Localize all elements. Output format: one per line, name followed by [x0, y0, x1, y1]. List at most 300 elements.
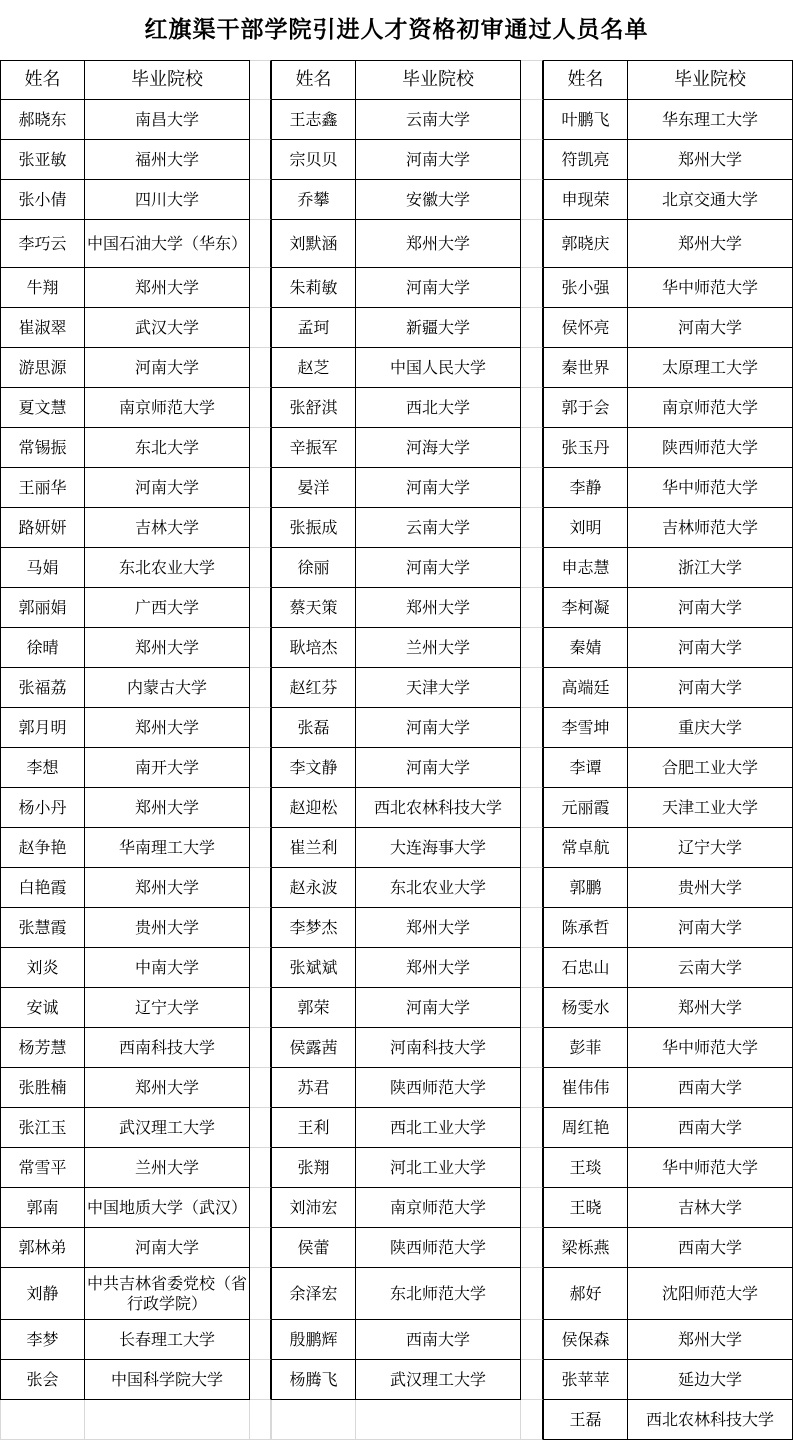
- graduate-school: 内蒙古大学: [85, 668, 250, 708]
- gap-cell: [521, 668, 543, 708]
- person-name: 杨芳慧: [0, 1028, 85, 1068]
- person-name: 常锡振: [0, 428, 85, 468]
- graduate-school: 河南大学: [628, 668, 793, 708]
- gap-cell: [250, 140, 271, 180]
- graduate-school: 中国科学院大学: [85, 1360, 250, 1400]
- empty-cell: [356, 1400, 521, 1440]
- header-name: 姓名: [543, 60, 628, 100]
- gap-cell: [521, 348, 543, 388]
- graduate-school: 武汉理工大学: [85, 1108, 250, 1148]
- person-name: 张胜楠: [0, 1068, 85, 1108]
- gap-cell: [250, 1108, 271, 1148]
- table-row: [0, 868, 793, 908]
- graduate-school: 河南大学: [356, 140, 521, 180]
- gap-cell: [521, 1268, 543, 1320]
- gap-cell: [250, 1188, 271, 1228]
- table-row: [0, 468, 793, 508]
- person-name: 游思源: [0, 348, 85, 388]
- person-name: 郭晓庆: [543, 220, 628, 268]
- gap-cell: [250, 1360, 271, 1400]
- person-name: 梁栎燕: [543, 1228, 628, 1268]
- person-name: 张小倩: [0, 180, 85, 220]
- person-name: 殷鹏辉: [271, 1320, 356, 1360]
- graduate-school: 兰州大学: [356, 628, 521, 668]
- graduate-school: 东北师范大学: [356, 1268, 521, 1320]
- graduate-school: 兰州大学: [85, 1148, 250, 1188]
- graduate-school: 中南大学: [85, 948, 250, 988]
- person-name: 李柯凝: [543, 588, 628, 628]
- table-row: [0, 748, 793, 788]
- gap-cell: [521, 508, 543, 548]
- graduate-school: 天津工业大学: [628, 788, 793, 828]
- graduate-school: 华东理工大学: [628, 100, 793, 140]
- table-row: [0, 1148, 793, 1188]
- table-row: [0, 100, 793, 140]
- graduate-school: 郑州大学: [356, 948, 521, 988]
- person-name: 张福荔: [0, 668, 85, 708]
- person-name: 余泽宏: [271, 1268, 356, 1320]
- graduate-school: 云南大学: [628, 948, 793, 988]
- table-row: [0, 388, 793, 428]
- person-name: 赵芝: [271, 348, 356, 388]
- graduate-school: 长春理工大学: [85, 1320, 250, 1360]
- gap-cell: [250, 268, 271, 308]
- table-row: [0, 220, 793, 268]
- gap-cell: [250, 748, 271, 788]
- person-name: 张翔: [271, 1148, 356, 1188]
- person-name: 夏文慧: [0, 388, 85, 428]
- graduate-school: 武汉理工大学: [356, 1360, 521, 1400]
- person-name: 张亚敏: [0, 140, 85, 180]
- person-name: 侯露茜: [271, 1028, 356, 1068]
- person-name: 赵永波: [271, 868, 356, 908]
- person-name: 侯怀亮: [543, 308, 628, 348]
- graduate-school: 河南大学: [356, 268, 521, 308]
- person-name: 晏洋: [271, 468, 356, 508]
- gap-cell: [521, 1400, 543, 1440]
- person-name: 李静: [543, 468, 628, 508]
- gap-cell: [521, 1320, 543, 1360]
- gap-cell: [250, 1148, 271, 1188]
- table-row: [0, 908, 793, 948]
- person-name: 秦婧: [543, 628, 628, 668]
- person-name: 侯蕾: [271, 1228, 356, 1268]
- gap-cell: [250, 100, 271, 140]
- gap-cell: [250, 828, 271, 868]
- person-name: 侯保森: [543, 1320, 628, 1360]
- graduate-school: 安徽大学: [356, 180, 521, 220]
- person-name: 乔攀: [271, 180, 356, 220]
- person-name: 陈承哲: [543, 908, 628, 948]
- graduate-school: 四川大学: [85, 180, 250, 220]
- table-row: [0, 308, 793, 348]
- table-row: [0, 588, 793, 628]
- gap-cell: [250, 1268, 271, 1320]
- table-row: [0, 508, 793, 548]
- person-name: 李梦杰: [271, 908, 356, 948]
- gap-cell: [250, 788, 271, 828]
- graduate-school: 合肥工业大学: [628, 748, 793, 788]
- gap-cell: [521, 388, 543, 428]
- person-name: 王利: [271, 1108, 356, 1148]
- person-name: 崔淑翠: [0, 308, 85, 348]
- gap-cell: [521, 1068, 543, 1108]
- gap-cell: [521, 1148, 543, 1188]
- graduate-school: 福州大学: [85, 140, 250, 180]
- table-row: [0, 668, 793, 708]
- gap-cell: [521, 140, 543, 180]
- table-row: [0, 1068, 793, 1108]
- graduate-school: 陕西师范大学: [356, 1068, 521, 1108]
- person-name: 元丽霞: [543, 788, 628, 828]
- person-name: 张斌斌: [271, 948, 356, 988]
- table-row: [0, 788, 793, 828]
- person-name: 赵迎松: [271, 788, 356, 828]
- person-name: 符凯亮: [543, 140, 628, 180]
- gap-cell: [250, 468, 271, 508]
- graduate-school: 郑州大学: [85, 788, 250, 828]
- person-name: 刘默涵: [271, 220, 356, 268]
- person-name: 张江玉: [0, 1108, 85, 1148]
- graduate-school: 南京师范大学: [85, 388, 250, 428]
- person-name: 郭荣: [271, 988, 356, 1028]
- graduate-school: 河南大学: [356, 748, 521, 788]
- table-row: [0, 828, 793, 868]
- graduate-school: 南开大学: [85, 748, 250, 788]
- gap-cell: [521, 308, 543, 348]
- graduate-school: 西北农林科技大学: [628, 1400, 793, 1440]
- person-name: 朱莉敏: [271, 268, 356, 308]
- graduate-school: 南昌大学: [85, 100, 250, 140]
- person-name: 牛翔: [0, 268, 85, 308]
- graduate-school: 天津大学: [356, 668, 521, 708]
- gap-cell: [250, 1068, 271, 1108]
- person-name: 宗贝贝: [271, 140, 356, 180]
- gap-cell: [250, 588, 271, 628]
- table-row: [0, 1188, 793, 1228]
- person-name: 辛振军: [271, 428, 356, 468]
- gap-cell: [250, 988, 271, 1028]
- graduate-school: 河海大学: [356, 428, 521, 468]
- header-school: 毕业院校: [85, 60, 250, 100]
- table-row: [0, 628, 793, 668]
- person-name: 张磊: [271, 708, 356, 748]
- gap-cell: [521, 220, 543, 268]
- person-name: 常卓航: [543, 828, 628, 868]
- person-name: 赵争艳: [0, 828, 85, 868]
- graduate-school: 郑州大学: [628, 988, 793, 1028]
- table-row: [0, 428, 793, 468]
- graduate-school: 西北工业大学: [356, 1108, 521, 1148]
- graduate-school: 河南大学: [356, 468, 521, 508]
- gap-cell: [250, 220, 271, 268]
- gap-cell: [521, 1188, 543, 1228]
- graduate-school: 中共吉林省委党校（省行政学院）: [85, 1268, 250, 1320]
- gap-cell: [521, 748, 543, 788]
- gap-cell: [250, 1400, 271, 1440]
- person-name: 秦世界: [543, 348, 628, 388]
- gap-cell: [250, 388, 271, 428]
- person-name: 申现荣: [543, 180, 628, 220]
- graduate-school: 太原理工大学: [628, 348, 793, 388]
- graduate-school: 郑州大学: [85, 868, 250, 908]
- graduate-school: 西南大学: [628, 1068, 793, 1108]
- table-row: [0, 548, 793, 588]
- gap-cell: [521, 268, 543, 308]
- graduate-school: 贵州大学: [628, 868, 793, 908]
- person-name: 李文静: [271, 748, 356, 788]
- gap-cell: [250, 60, 271, 100]
- graduate-school: 河南大学: [85, 348, 250, 388]
- gap-cell: [521, 828, 543, 868]
- gap-cell: [250, 708, 271, 748]
- table-row: [0, 1400, 793, 1440]
- table-row: [0, 348, 793, 388]
- graduate-school: 河南大学: [628, 908, 793, 948]
- graduate-school: 云南大学: [356, 508, 521, 548]
- graduate-school: 华中师范大学: [628, 468, 793, 508]
- person-name: 郭于会: [543, 388, 628, 428]
- graduate-school: 西南大学: [356, 1320, 521, 1360]
- gap-cell: [521, 788, 543, 828]
- graduate-school: 辽宁大学: [85, 988, 250, 1028]
- empty-cell: [85, 1400, 250, 1440]
- gap-cell: [521, 868, 543, 908]
- person-name: 王晓: [543, 1188, 628, 1228]
- graduate-school: 吉林师范大学: [628, 508, 793, 548]
- graduate-school: 西南科技大学: [85, 1028, 250, 1068]
- gap-cell: [521, 468, 543, 508]
- graduate-school: 华南理工大学: [85, 828, 250, 868]
- person-name: 张慧霞: [0, 908, 85, 948]
- graduate-school: 浙江大学: [628, 548, 793, 588]
- person-name: 申志慧: [543, 548, 628, 588]
- graduate-school: 中国石油大学（华东）: [85, 220, 250, 268]
- header-school: 毕业院校: [356, 60, 521, 100]
- graduate-school: 郑州大学: [628, 220, 793, 268]
- graduate-school: 郑州大学: [85, 268, 250, 308]
- table-row: [0, 1320, 793, 1360]
- graduate-school: 郑州大学: [85, 1068, 250, 1108]
- gap-cell: [521, 428, 543, 468]
- person-name: 郝好: [543, 1268, 628, 1320]
- person-name: 徐晴: [0, 628, 85, 668]
- table-row: [0, 1228, 793, 1268]
- person-name: 蔡天策: [271, 588, 356, 628]
- person-name: 张振成: [271, 508, 356, 548]
- gap-cell: [521, 908, 543, 948]
- person-name: 彭菲: [543, 1028, 628, 1068]
- table-row: [0, 708, 793, 748]
- person-name: 赵红芬: [271, 668, 356, 708]
- gap-cell: [250, 628, 271, 668]
- header-name: 姓名: [271, 60, 356, 100]
- page-title: 红旗渠干部学院引进人才资格初审通过人员名单: [144, 17, 649, 43]
- gap-cell: [250, 868, 271, 908]
- graduate-school: 延边大学: [628, 1360, 793, 1400]
- graduate-school: 东北农业大学: [356, 868, 521, 908]
- graduate-school: 郑州大学: [356, 908, 521, 948]
- person-name: 刘静: [0, 1268, 85, 1320]
- gap-cell: [521, 1360, 543, 1400]
- person-name: 王志鑫: [271, 100, 356, 140]
- person-name: 刘明: [543, 508, 628, 548]
- gap-cell: [250, 348, 271, 388]
- person-name: 张小强: [543, 268, 628, 308]
- person-name: 刘炎: [0, 948, 85, 988]
- graduate-school: 辽宁大学: [628, 828, 793, 868]
- gap-cell: [250, 1228, 271, 1268]
- person-name: 王丽华: [0, 468, 85, 508]
- person-name: 崔兰利: [271, 828, 356, 868]
- gap-cell: [250, 548, 271, 588]
- gap-cell: [250, 908, 271, 948]
- graduate-school: 南京师范大学: [356, 1188, 521, 1228]
- gap-cell: [250, 428, 271, 468]
- graduate-school: 西南大学: [628, 1108, 793, 1148]
- gap-cell: [250, 308, 271, 348]
- graduate-school: 郑州大学: [628, 140, 793, 180]
- graduate-school: 中国人民大学: [356, 348, 521, 388]
- gap-cell: [521, 60, 543, 100]
- graduate-school: 河南科技大学: [356, 1028, 521, 1068]
- person-name: 周红艳: [543, 1108, 628, 1148]
- table-row: [0, 1028, 793, 1068]
- gap-cell: [521, 1028, 543, 1068]
- gap-cell: [521, 1228, 543, 1268]
- person-name: 李想: [0, 748, 85, 788]
- table-row: [0, 988, 793, 1028]
- person-name: 张舒淇: [271, 388, 356, 428]
- person-name: 马娟: [0, 548, 85, 588]
- header-name: 姓名: [0, 60, 85, 100]
- gap-cell: [250, 1028, 271, 1068]
- graduate-school: 河南大学: [85, 1228, 250, 1268]
- graduate-school: 河南大学: [356, 708, 521, 748]
- person-name: 徐丽: [271, 548, 356, 588]
- graduate-school: 大连海事大学: [356, 828, 521, 868]
- person-name: 张苹苹: [543, 1360, 628, 1400]
- table-row: [0, 180, 793, 220]
- graduate-school: 西南大学: [628, 1228, 793, 1268]
- gap-cell: [250, 180, 271, 220]
- graduate-school: 郑州大学: [628, 1320, 793, 1360]
- person-name: 王磊: [543, 1400, 628, 1440]
- graduate-school: 河北工业大学: [356, 1148, 521, 1188]
- graduate-school: 郑州大学: [85, 708, 250, 748]
- graduate-school: 陕西师范大学: [356, 1228, 521, 1268]
- table-row: [0, 140, 793, 180]
- table-row: [0, 948, 793, 988]
- graduate-school: 东北农业大学: [85, 548, 250, 588]
- graduate-school: 华中师范大学: [628, 1148, 793, 1188]
- graduate-school: 华中师范大学: [628, 1028, 793, 1068]
- person-name: 张会: [0, 1360, 85, 1400]
- person-name: 苏君: [271, 1068, 356, 1108]
- table-row: [0, 1268, 793, 1320]
- empty-cell: [0, 1400, 85, 1440]
- graduate-school: 华中师范大学: [628, 268, 793, 308]
- header-row: [0, 60, 793, 100]
- graduate-school: 广西大学: [85, 588, 250, 628]
- person-name: 刘沛宏: [271, 1188, 356, 1228]
- gap-cell: [250, 948, 271, 988]
- person-name: 孟珂: [271, 308, 356, 348]
- person-name: 郭南: [0, 1188, 85, 1228]
- gap-cell: [250, 668, 271, 708]
- graduate-school: 河南大学: [628, 628, 793, 668]
- person-name: 安诚: [0, 988, 85, 1028]
- person-name: 白艳霞: [0, 868, 85, 908]
- gap-cell: [521, 708, 543, 748]
- graduate-school: 河南大学: [628, 588, 793, 628]
- graduate-school: 云南大学: [356, 100, 521, 140]
- person-name: 石忠山: [543, 948, 628, 988]
- person-name: 张玉丹: [543, 428, 628, 468]
- graduate-school: 河南大学: [356, 988, 521, 1028]
- person-name: 杨雯水: [543, 988, 628, 1028]
- person-name: 郭月明: [0, 708, 85, 748]
- graduate-school: 重庆大学: [628, 708, 793, 748]
- graduate-school: 北京交通大学: [628, 180, 793, 220]
- person-name: 路妍妍: [0, 508, 85, 548]
- graduate-school: 郑州大学: [356, 220, 521, 268]
- graduate-school: 郑州大学: [356, 588, 521, 628]
- person-name: 郭鹏: [543, 868, 628, 908]
- person-name: 高端廷: [543, 668, 628, 708]
- graduate-school: 中国地质大学（武汉）: [85, 1188, 250, 1228]
- table-row: [0, 1360, 793, 1400]
- graduate-school: 陕西师范大学: [628, 428, 793, 468]
- person-name: 李谭: [543, 748, 628, 788]
- graduate-school: 贵州大学: [85, 908, 250, 948]
- graduate-school: 河南大学: [85, 468, 250, 508]
- gap-cell: [521, 1108, 543, 1148]
- graduate-school: 郑州大学: [85, 628, 250, 668]
- empty-cell: [271, 1400, 356, 1440]
- person-name: 崔伟伟: [543, 1068, 628, 1108]
- header-school: 毕业院校: [628, 60, 793, 100]
- person-name: 李雪坤: [543, 708, 628, 748]
- person-name: 李梦: [0, 1320, 85, 1360]
- person-name: 郝晓东: [0, 100, 85, 140]
- gap-cell: [521, 100, 543, 140]
- graduate-school: 武汉大学: [85, 308, 250, 348]
- person-name: 耿培杰: [271, 628, 356, 668]
- graduate-school: 新疆大学: [356, 308, 521, 348]
- graduate-school: 河南大学: [356, 548, 521, 588]
- graduate-school: 西北大学: [356, 388, 521, 428]
- graduate-school: 吉林大学: [628, 1188, 793, 1228]
- person-name: 杨腾飞: [271, 1360, 356, 1400]
- table-row: [0, 268, 793, 308]
- person-name: 王琰: [543, 1148, 628, 1188]
- gap-cell: [521, 588, 543, 628]
- graduate-school: 河南大学: [628, 308, 793, 348]
- graduate-school: 西北农林科技大学: [356, 788, 521, 828]
- person-name: 常雪平: [0, 1148, 85, 1188]
- gap-cell: [521, 548, 543, 588]
- gap-cell: [250, 1320, 271, 1360]
- person-name: 郭林弟: [0, 1228, 85, 1268]
- person-name: 叶鹏飞: [543, 100, 628, 140]
- graduate-school: 吉林大学: [85, 508, 250, 548]
- gap-cell: [521, 628, 543, 668]
- person-name: 郭丽娟: [0, 588, 85, 628]
- graduate-school: 东北大学: [85, 428, 250, 468]
- gap-cell: [521, 180, 543, 220]
- graduate-school: 南京师范大学: [628, 388, 793, 428]
